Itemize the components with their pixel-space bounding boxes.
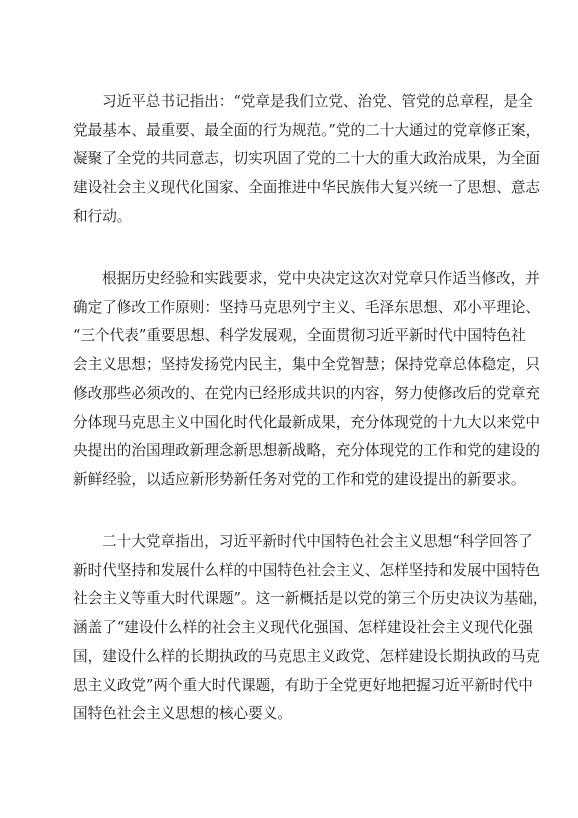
paragraph-3: [73, 528, 548, 729]
paragraph-line: 根据历史经验和实践要求，党中央决定这次对党章只作适当修改，并: [102, 270, 540, 287]
paragraph-line: 新时代坚持和发展什么样的中国特色社会主义、怎样坚持和发展中国特色: [73, 561, 541, 579]
paragraph-line: 会主义思想；坚持发扬党内民主，集中全党智慧；保持党章总体稳定，只: [73, 356, 541, 374]
paragraph-line: 建设社会主义现代化国家、全面推进中华民族伟大复兴统一了思想、意志: [73, 179, 541, 197]
paragraph-2: [73, 265, 541, 495]
paragraph-line: 修改那些必须改的、在党内已经形成共识的内容，努力使修改后的党章充: [73, 384, 541, 402]
paragraph-line: 央提出的治国理政新理念新思想新战略，充分体现党的工作和党的建设的: [73, 442, 541, 460]
paragraph-line: 习近平总书记指出：“党章是我们立党、治党、管党的总章程，是全: [102, 93, 533, 110]
paragraph-line: 分体现马克思主义中国化时代化最新成果，充分体现党的十九大以来党中: [73, 413, 541, 431]
paragraph-line: 确定了修改工作原则：坚持马克思列宁主义、毛泽东思想、邓小平理论、: [73, 298, 541, 316]
paragraph-line: 国特色社会主义思想的核心要义。: [73, 705, 292, 723]
paragraph-1: [73, 88, 541, 232]
paragraph-line: 凝聚了全党的共同意志，切实巩固了党的二十大的重大政治成果，为全面: [73, 150, 541, 168]
paragraph-line: 二十大党章指出，习近平新时代中国特色社会主义思想“科学回答了: [102, 533, 533, 550]
paragraph-line: 社会主义等重大时代课题”。这一新概括是以党的第三个历史决议为基础，: [73, 590, 548, 608]
paragraph-line: 涵盖了“建设什么样的社会主义现代化强国、怎样建设社会主义现代化强: [73, 619, 533, 637]
paragraph-line: 新鲜经验，以适应新形势新任务对党的工作和党的建设提出的新要求。: [73, 470, 526, 488]
paragraph-line: 和行动。: [73, 207, 132, 225]
paragraph-line: “三个代表”重要思想、科学发展观，全面贯彻习近平新时代中国特色社: [73, 327, 526, 345]
paragraph-line: 国，建设什么样的长期执政的马克思主义政党、怎样建设长期执政的马克: [73, 647, 541, 665]
paragraph-line: 党最基本、最重要、最全面的行为规范。”党的二十大通过的党章修正案，: [73, 121, 541, 139]
paragraph-line: 思主义政党”两个重大时代课题，有助于全党更好地把握习近平新时代中: [73, 676, 533, 694]
